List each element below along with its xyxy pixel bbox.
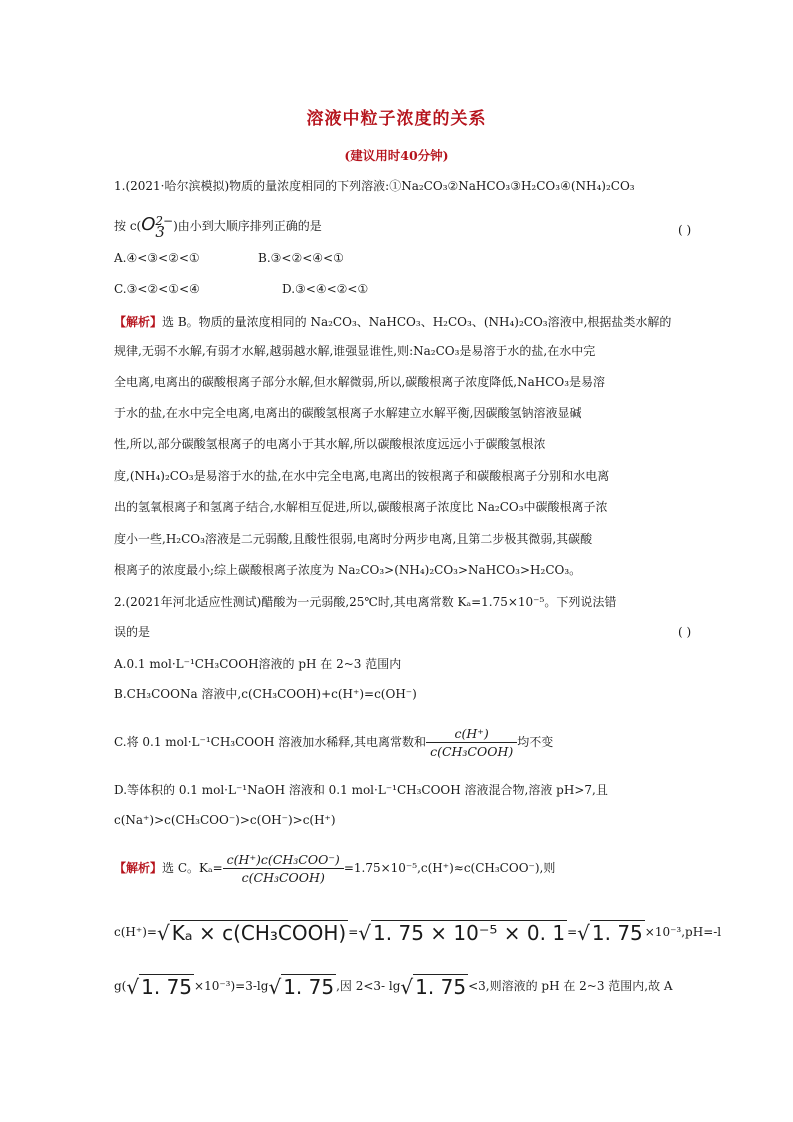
q2-an2-equals-2: = (567, 925, 578, 939)
q1-analysis-line-2: 规律,无弱不水解,有弱才水解,越弱越水解,谁强显谁性,则:Na₂CO₃是易溶于水的盐,在水中完 (114, 344, 596, 358)
q2-option-b: B.CH₃COONa 溶液中,c(CH₃COOH)+c(H⁺)=c(OH⁻) (114, 687, 417, 701)
q2-an2-pre: c(H⁺)= (114, 925, 157, 939)
q1-option-a: A.④<③<②<① (114, 251, 200, 265)
q1-option-d: D.③<④<②<① (282, 282, 369, 296)
q1-analysis-text-1: 选 B。物质的量浓度相同的 Na₂CO₃、NaHCO₃、H₂CO₃、(NH₄)₂CO₃溶液中,根据盐类水解的 (162, 315, 672, 329)
q2-option-a: A.0.1 mol·L⁻¹CH₃COOH溶液的 pH 在 2~3 范围内 (114, 657, 402, 671)
page-title: 溶液中粒子浓度的关系 (306, 109, 487, 129)
sqrt-expression-5: √ 1. 75 (268, 974, 335, 999)
q1-stem-sub: 3 (155, 222, 165, 241)
q2-option-c (114, 722, 553, 762)
fraction-denominator: c(CH₃COOH) (430, 744, 514, 759)
q1-analysis-line-9: 根离子的浓度最小;综上碳酸根离子浓度为 Na₂CO₃>(NH₄)₂CO₃>NaHCO₃>H₂CO₃。 (114, 563, 582, 577)
sqrt-expression-4: √ 1. 75 (126, 974, 193, 999)
q1-analysis-tag: 【解析】 (114, 315, 163, 329)
page-subtitle: (建议用时40分钟) (344, 148, 449, 163)
q2-option-d-line-1: D.等体积的 0.1 mol·L⁻¹NaOH 溶液和 0.1 mol·L⁻¹CH₃COOH 溶液混合物,溶液 pH>7,且 (114, 783, 608, 797)
q1-stem-script (155, 213, 174, 241)
q1-analysis-line-3: 全电离,电离出的碳酸根离子部分水解,但水解微弱,所以,碳酸根离子浓度降低,NaHCO₃是易溶 (114, 375, 606, 389)
q2-analysis-line-3 (114, 968, 673, 1005)
q2-an3-post: <3,则溶液的 pH 在 2~3 范围内,故 A (468, 979, 673, 993)
fraction-numerator: c(H⁺) (426, 725, 517, 743)
sqrt-radicand: 1. 75 (141, 974, 193, 999)
sqrt-expression-2: √ 1. 75 × 10⁻⁵ × 0. 1 (358, 920, 566, 945)
sqrt-expression-6: √ 1. 75 (400, 974, 467, 999)
q2-an3-mid-2: ,因 2<3- lg (336, 979, 401, 993)
q2-analysis-post: =1.75×10⁻⁵,c(H⁺)≈c(CH₃COO⁻),则 (343, 861, 556, 875)
q1-analysis-line-8: 度小一些,H₂CO₃溶液是二元弱酸,且酸性很弱,电离时分两步电离,且第二步极其微弱,其碳酸 (114, 532, 593, 546)
sqrt-radicand: 1. 75 (591, 920, 643, 945)
q2-stem-line-2: 误的是 (114, 625, 151, 639)
q1-option-b: B.③<②<④<① (258, 251, 344, 265)
q1-analysis-line-4: 于水的盐,在水中完全电离,电离出的碳酸氢根离子水解建立水解平衡,因碳酸氢钠溶液显碱 (114, 406, 582, 420)
q1-analysis-line-5: 性,所以,部分碳酸氢根离子的电离小于其水解,所以碳酸根浓度远远小于碳酸氢根浓 (114, 437, 546, 451)
q2-option-c-pre: C.将 0.1 mol·L⁻¹CH₃COOH 溶液加水稀释,其电离常数和 (114, 735, 427, 749)
q1-analysis-line-6: 度,(NH₄)₂CO₃是易溶于水的盐,在水中完全电离,电离出的铵根离子和碳酸根离子分别和水电离 (114, 469, 610, 483)
sqrt-radicand: 1. 75 × 10⁻⁵ × 0. 1 (373, 920, 566, 945)
q1-stem-co: O (141, 214, 156, 235)
q2-option-d-line-2: c(Na⁺)>c(CH₃COO⁻)>c(OH⁻)>c(H⁺) (114, 813, 336, 827)
q2-answer-paren: ( ) (678, 625, 692, 639)
q2-an3-mid-1: ×10⁻³)=3-lg (194, 979, 269, 993)
q2-an2-equals: = (348, 925, 359, 939)
q2-option-c-fraction (426, 725, 517, 760)
sqrt-radicand: 1. 75 (283, 974, 335, 999)
q1-stem-pre: 按 c( (114, 219, 142, 233)
q1-analysis-line-1 (114, 312, 671, 332)
fraction-denominator: c(CH₃COOH) (241, 870, 325, 885)
q2-an3-pre: g( (114, 979, 127, 993)
q1-stem-post: )由小到大顺序排列正确的是 (173, 219, 322, 233)
q1-stem-sup: 2− (155, 213, 174, 228)
q2-stem-line-1: 2.(2021年河北适应性测试)醋酸为一元弱酸,25℃时,其电离常数 Kₐ=1.75×10⁻⁵。下列说法错 (114, 595, 617, 609)
q2-analysis-line-2 (114, 914, 721, 951)
q2-analysis-pre: 选 C。Kₐ= (162, 861, 223, 875)
q2-an2-post: ×10⁻³,pH=-l (644, 925, 722, 939)
fraction-numerator: c(H⁺)c(CH₃COO⁻) (223, 851, 344, 869)
q1-answer-paren: ( ) (678, 223, 692, 237)
sqrt-expression-1: √ Kₐ × c(CH₃COOH) (156, 920, 347, 945)
q2-analysis-line-1 (114, 848, 555, 888)
q2-ka-fraction (223, 851, 344, 886)
sqrt-radicand: Kₐ × c(CH₃COOH) (171, 920, 347, 945)
sqrt-radicand: 1. 75 (415, 974, 467, 999)
sqrt-expression-3: √ 1. 75 (577, 920, 643, 945)
q2-analysis-tag: 【解析】 (114, 861, 163, 875)
q2-option-c-post: 均不变 (517, 735, 554, 749)
q1-stem-line-2 (114, 213, 322, 241)
q1-stem-line-1: 1.(2021·哈尔滨模拟)物质的量浓度相同的下列溶液:①Na₂CO₃②NaHCO₃③H₂CO₃④(NH₄)₂CO₃ (114, 179, 635, 193)
q1-analysis-line-7: 出的氢氧根离子和氢离子结合,水解相互促进,所以,碳酸根离子浓度比 Na₂CO₃中碳酸根离子浓 (114, 500, 608, 514)
q1-option-c: C.③<②<①<④ (114, 282, 200, 296)
